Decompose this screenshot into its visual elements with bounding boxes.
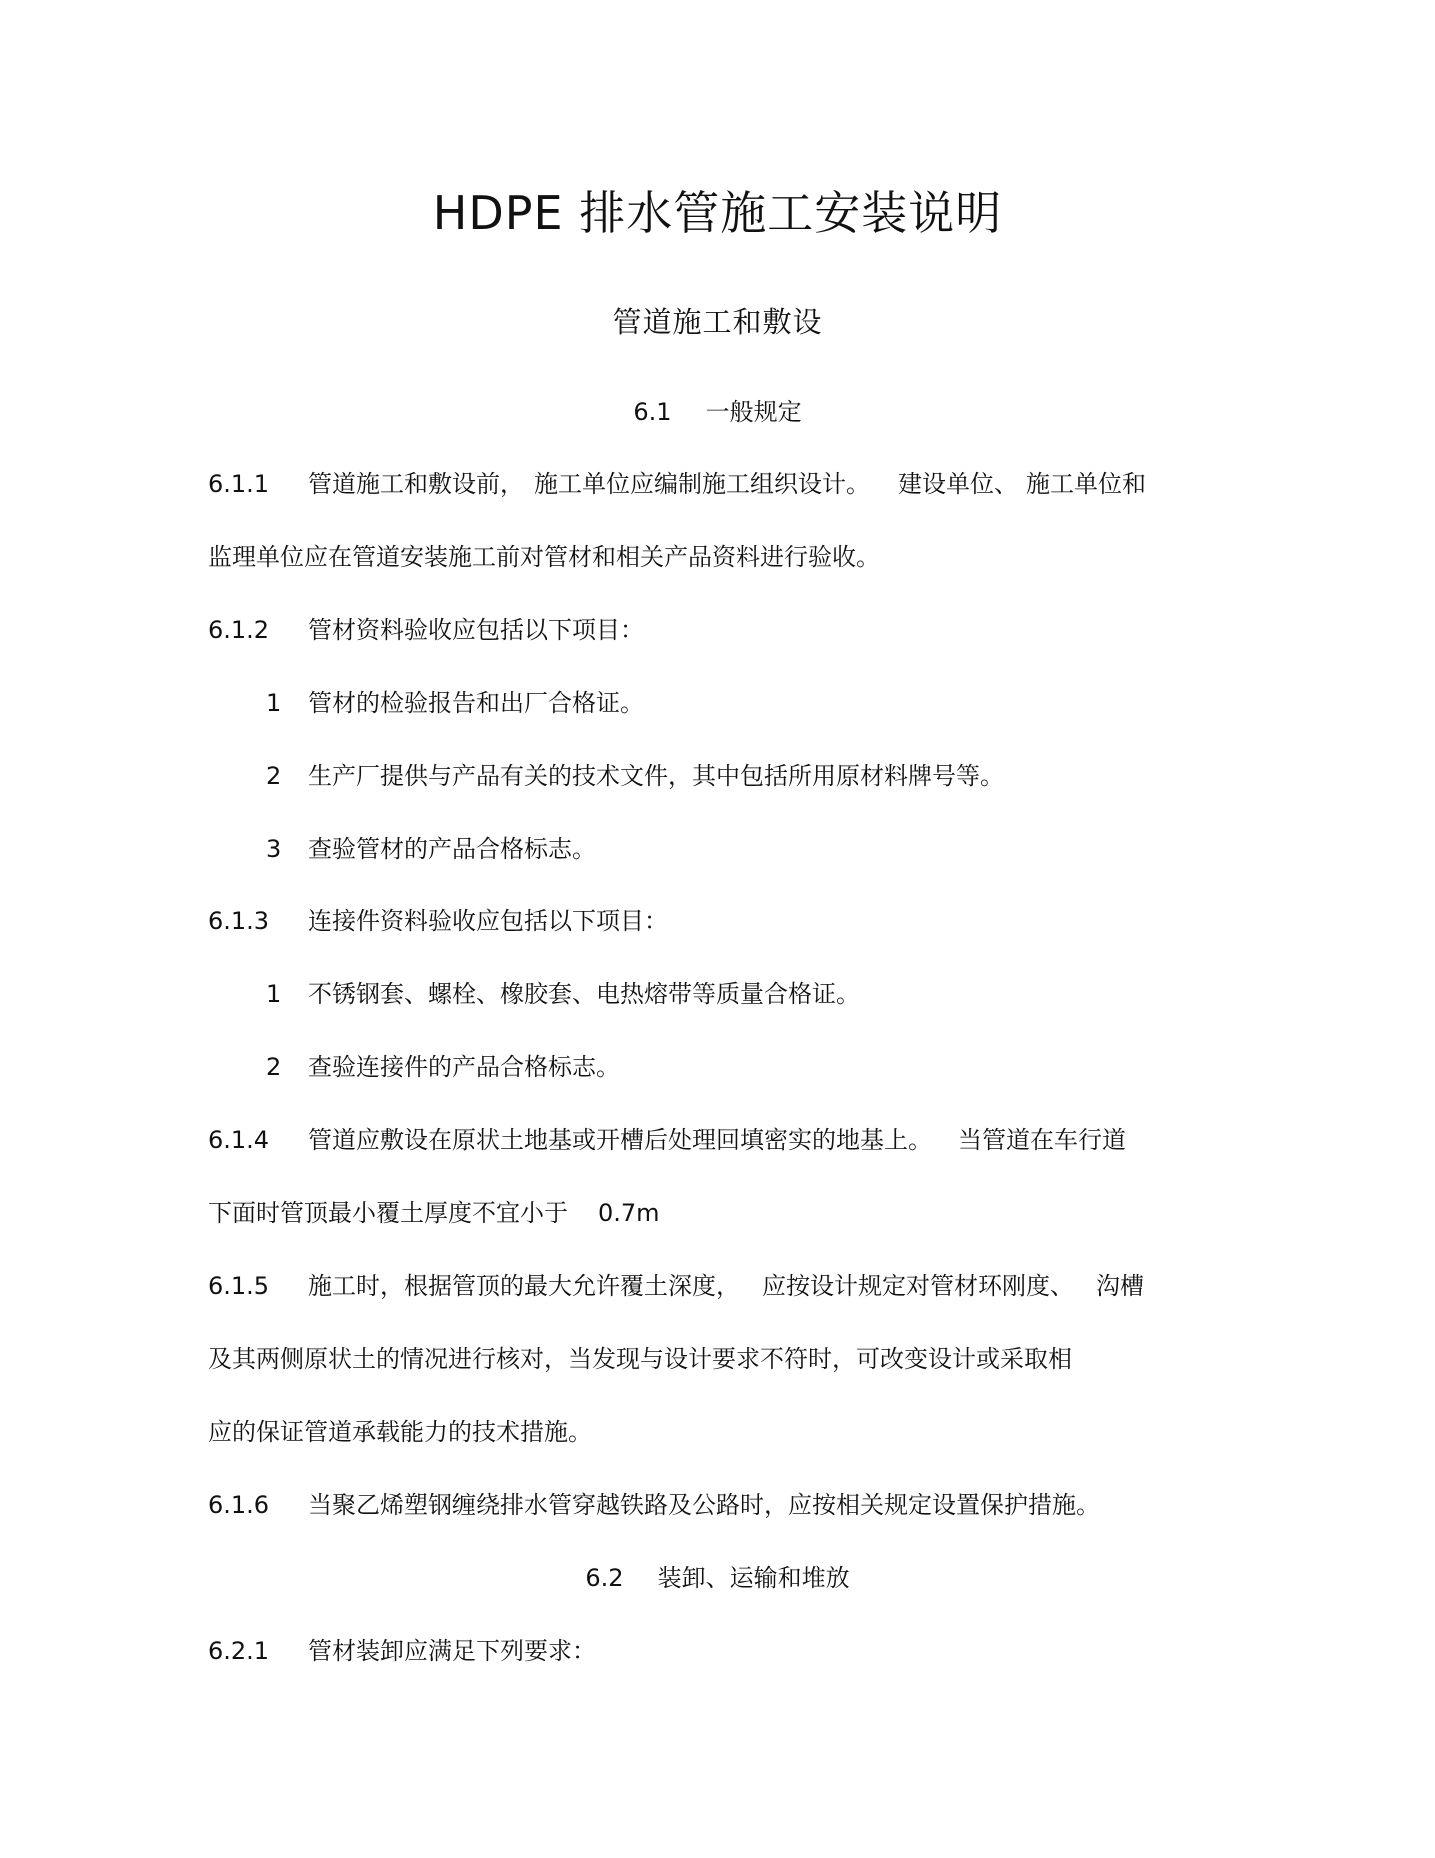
paragraph-6-1-3 [208,903,668,939]
clause-text: 施工时，根据管顶的最大允许覆土深度， [308,1272,740,1300]
list-item-text: 管材的检验报告和出厂合格证。 [308,689,644,717]
list-item [266,831,596,867]
clause-number: 6.1.2 [208,616,270,644]
list-item-number: 2 [266,1053,282,1081]
paragraph-6-1-4-line-1 [208,1122,1126,1158]
clause-text: 及其两侧原状土的情况进行核对，当发现与设计要求不符时，可改变设计或采取相 [208,1345,1072,1373]
paragraph-6-1-6 [208,1487,1100,1523]
clause-text: 管材资料验收应包括以下项目： [308,616,644,644]
clause-text: 沟槽 [1096,1272,1144,1300]
clause-number: 6.1.1 [208,470,270,498]
clause-number: 6.1.5 [208,1272,270,1300]
clause-number: 6.1.6 [208,1491,270,1519]
paragraph-6-1-5-line-2 [208,1341,1072,1377]
list-item-number: 1 [266,980,282,1008]
list-item-number: 1 [266,689,282,717]
paragraph-6-1-4-line-2 [208,1195,660,1231]
section-heading-6-2 [0,1560,1435,1596]
list-item-number: 2 [266,762,282,790]
section-heading-6-1 [0,394,1435,430]
clause-text: 施工单位应编制施工组织设计。 [534,470,870,498]
clause-text: 应按设计规定对管材环刚度、 [762,1272,1074,1300]
clause-text: 管道施工和敷设前， [308,470,524,498]
clause-text: 下面时管顶最小覆土厚度不宜小于 [208,1199,568,1227]
paragraph-6-1-1-line-1 [208,466,1146,502]
clause-text: 管材装卸应满足下列要求： [308,1637,596,1665]
section-number: 6.2 [585,1564,624,1592]
clause-number: 6.1.3 [208,907,270,935]
paragraph-6-1-2 [208,612,644,648]
list-item-text: 不锈钢套、螺栓、橡胶套、电热熔带等质量合格证。 [308,980,860,1008]
clause-value: 0.7m [598,1199,660,1227]
paragraph-6-1-5-line-1 [208,1268,1144,1304]
clause-text: 当聚乙烯塑钢缠绕排水管穿越铁路及公路时，应按相关规定设置保护措施。 [308,1491,1100,1519]
clause-text: 连接件资料验收应包括以下项目： [308,907,668,935]
clause-text: 当管道在车行道 [958,1126,1126,1154]
clause-text: 应的保证管道承载能力的技术措施。 [208,1418,592,1446]
clause-text: 建设单位、 [898,470,1018,498]
list-item-text: 查验管材的产品合格标志。 [308,835,596,863]
list-item-text: 生产厂提供与产品有关的技术文件，其中包括所用原材料牌号等。 [308,762,1004,790]
list-item-number: 3 [266,835,282,863]
list-item-text: 查验连接件的产品合格标志。 [308,1053,620,1081]
clause-text: 管道应敷设在原状土地基或开槽后处理回填密实的地基上。 [308,1126,932,1154]
document-subtitle: 管道施工和敷设 [612,305,823,339]
section-title: 装卸、运输和堆放 [657,1564,850,1592]
list-item [266,758,1004,794]
clause-text: 施工单位和 [1026,470,1146,498]
paragraph-6-1-5-line-3 [208,1414,592,1450]
clause-number: 6.2.1 [208,1637,270,1665]
clause-number: 6.1.4 [208,1126,270,1154]
paragraph-6-2-1 [208,1633,596,1669]
list-item [266,976,860,1012]
list-item [266,1049,620,1085]
paragraph-6-1-1-line-2 [208,539,880,575]
section-title: 一般规定 [705,398,802,426]
clause-text: 监理单位应在管道安装施工前对管材和相关产品资料进行验收。 [208,543,880,571]
section-number: 6.1 [633,398,672,426]
list-item [266,685,644,721]
document-title: HDPE 排水管施工安装说明 [432,186,1003,240]
